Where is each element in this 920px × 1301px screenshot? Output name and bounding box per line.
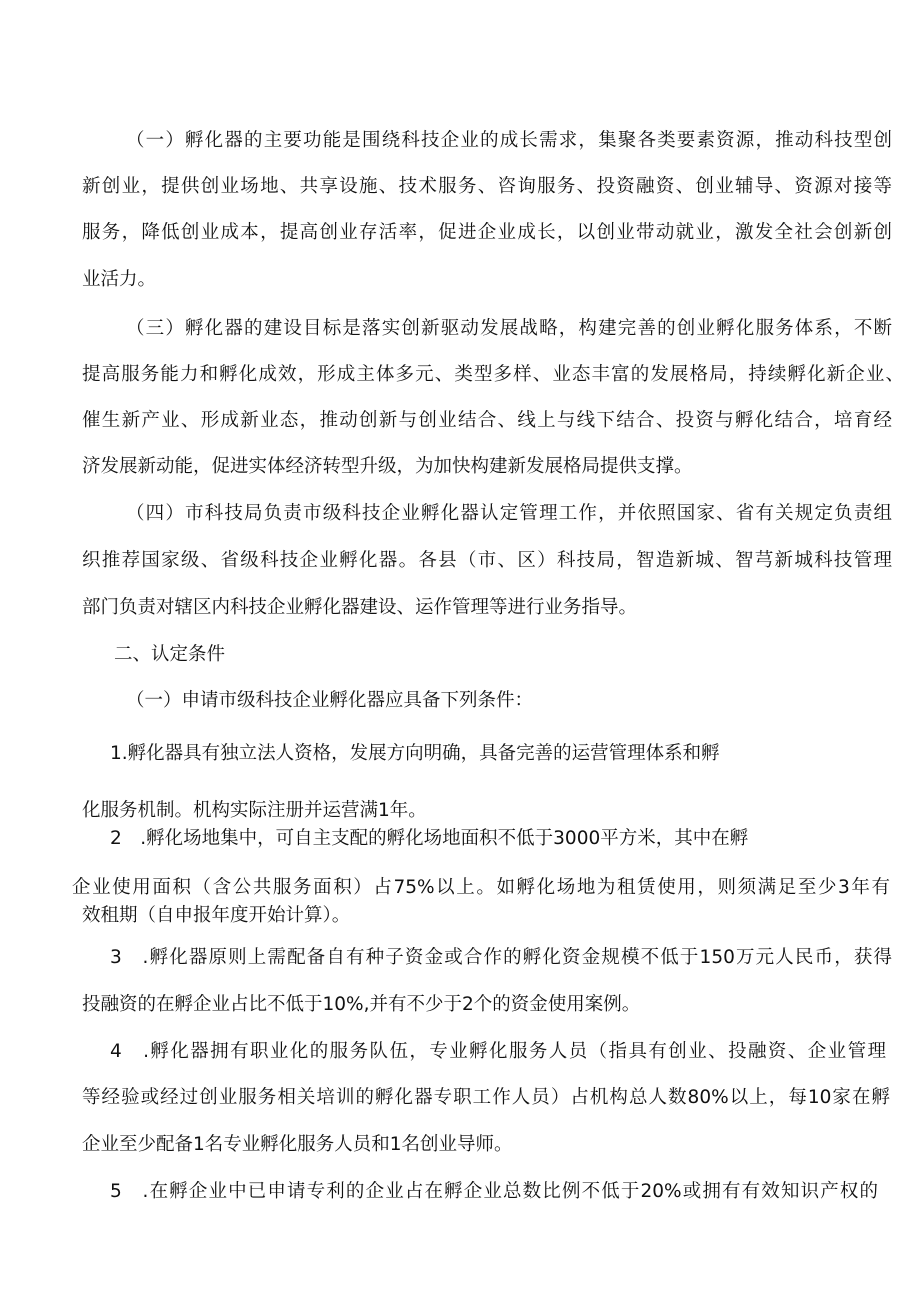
text-line: 5 .在孵企业中已申请专利的企业占在孵企业总数比例不低于20%或拥有有效知识产权的 — [110, 1181, 878, 1202]
subsection-heading: （一）申请市级科技企业孵化器应具备下列条件： — [126, 690, 534, 711]
text-line: 等经验或经过创业服务相关培训的孵化器专职工作人员）占机构总人数80%以上，每10家在孵 — [82, 1087, 890, 1108]
text-line: 投融资的在孵企业占比不低于10%,并有不少于2个的资金使用案例。 — [82, 994, 641, 1015]
text-line: 济发展新动能，促进实体经济转型升级，为加快构建新发展格局提供支撑。 — [82, 456, 693, 477]
text-line: 新创业，提供创业场地、共享设施、技术服务、咨询服务、投资融资、创业辅导、资源对接等 — [82, 176, 892, 197]
text-line: （三）孵化器的建设目标是落实创新驱动发展战略，构建完善的创业孵化服务体系，不断 — [126, 318, 892, 339]
text-line: 服务，降低创业成本，提高创业存活率，促进企业成长，以创业带动就业，激发全社会创新创 — [82, 222, 892, 243]
section-heading: 二、认定条件 — [114, 644, 226, 665]
text-line: （一）孵化器的主要功能是围绕科技企业的成长需求，集聚各类要素资源，推动科技型创 — [126, 130, 892, 151]
text-line: 提高服务能力和孵化成效，形成主体多元、类型多样、业态丰富的发展格局，持续孵化新企业、 — [82, 364, 904, 385]
text-line: 效租期（自申报年度开始计算）。 — [82, 905, 351, 926]
text-line: 2 .孵化场地集中，可自主支配的孵化场地面积不低于3000平方米，其中在孵 — [110, 828, 749, 849]
text-line: 催生新产业、形成新业态，推动创新与创业结合、线上与线下结合、投资与孵化结合，培育经 — [82, 410, 892, 431]
text-line: 业活力。 — [82, 269, 157, 290]
text-line: 企业使用面积（含公共服务面积）占75%以上。如孵化场地为租赁使用，则须满足至少3年有 — [72, 877, 890, 898]
text-line: 企业至少配备1名专业孵化服务人员和1名创业导师。 — [82, 1134, 513, 1155]
text-line: 化服务机制。机构实际注册并运营满1年。 — [82, 800, 427, 821]
text-line: 1.孵化器具有独立法人资格，发展方向明确，具备完善的运营管理体系和孵 — [110, 743, 720, 764]
text-line: 织推荐国家级、省级科技企业孵化器。各县（市、区）科技局，智造新城、智芎新城科技管理 — [82, 550, 892, 571]
text-line: （四）市科技局负责市级科技企业孵化器认定管理工作，并依照国家、省有关规定负责组 — [126, 503, 892, 524]
text-line: 3 .孵化器原则上需配备自有种子资金或合作的孵化资金规模不低于150万元人民币，获得 — [110, 947, 892, 968]
text-line: 4 .孵化器拥有职业化的服务队伍，专业孵化服务人员（指具有创业、投融资、企业管理 — [110, 1041, 886, 1062]
text-line: 部门负责对辖区内科技企业孵化器建设、运作管理等进行业务指导。 — [82, 597, 638, 618]
